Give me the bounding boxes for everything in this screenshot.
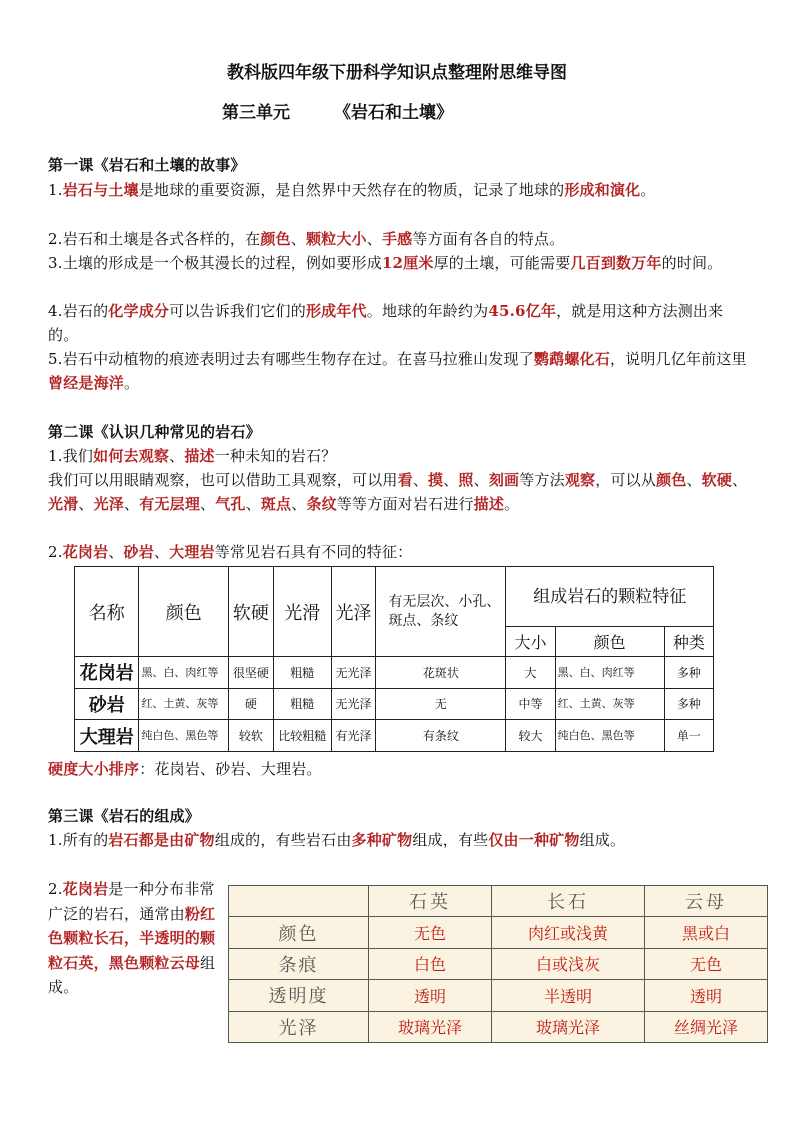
table-cell: 中等 (506, 688, 555, 720)
highlight-term: 描述 (184, 447, 215, 465)
highlight-term: 花岗岩 (62, 543, 109, 561)
highlight-term: 曾经是海洋 (48, 374, 125, 392)
text-segment: 组成，有些 (412, 831, 489, 849)
table-cell: 无色 (369, 917, 492, 948)
lesson1-heading: 第一课《岩石和土壤的故事》 (48, 156, 246, 174)
table-cell: 丝绸光泽 (645, 1011, 768, 1042)
highlight-term: 光泽 (93, 495, 125, 513)
text-segment: 2. (48, 880, 63, 898)
header-name: 名称 (75, 567, 139, 657)
highlight-term: 鹦鹉螺化石 (533, 350, 610, 368)
lesson1-point1 (48, 178, 748, 202)
highlight-term: 软硬 (701, 471, 733, 489)
highlight-term: 12厘米 (381, 254, 434, 272)
table-cell: 花斑状 (376, 657, 506, 689)
highlight-term: 岩石都是由矿物 (108, 831, 215, 849)
lesson2-point1-detail (48, 468, 748, 516)
text-segment: 、 (153, 543, 170, 561)
table-cell: 有条纹 (376, 720, 506, 752)
table-cell: 纯白色、黑色等 (555, 720, 664, 752)
highlight-term: 形成年代 (305, 302, 367, 320)
highlight-term: 斑点 (260, 495, 292, 513)
highlight-term: 颜色 (656, 471, 687, 489)
text-segment: 1.所有的 (48, 831, 109, 849)
table-row (75, 720, 714, 752)
highlight-term: 几百到数万年 (570, 254, 662, 272)
lesson1-point4 (48, 299, 748, 347)
text-segment: 一种未知的岩石？ (214, 447, 337, 465)
highlight-term: 大理岩 (169, 543, 215, 561)
table-row (229, 917, 768, 948)
text-segment: 。 (504, 495, 520, 513)
text-segment: 、 (443, 471, 459, 489)
table-cell: 黑或白 (645, 917, 768, 948)
text-segment: 。 (124, 374, 140, 392)
text-segment: 1.我们 (48, 447, 94, 465)
row-label: 颜色 (229, 917, 369, 948)
text-segment: 3.土壤的形成是一个极其漫长的过程，例如要形成 (48, 254, 382, 272)
highlight-term: 45.6亿年 (488, 302, 557, 320)
highlight-term: 岩石与土壤 (62, 181, 139, 199)
table-row (75, 688, 714, 720)
row-label: 条痕 (229, 948, 369, 979)
rock-name: 大理岩 (75, 720, 139, 752)
header-particles: 组成岩石的颗粒特征 (506, 567, 714, 627)
table-cell: 无色 (645, 948, 768, 979)
highlight-term: 花岗岩 (62, 880, 109, 898)
text-segment: 可以告诉我们它们的 (169, 302, 306, 320)
text-segment: 、 (108, 543, 124, 561)
col-mica: 云母 (645, 886, 768, 917)
rock-name: 砂岩 (75, 688, 139, 720)
lesson2-heading: 第二课《认识几种常见的岩石》 (48, 423, 261, 441)
highlight-term: 气孔 (215, 495, 246, 513)
table-cell: 透明 (645, 980, 768, 1011)
table-cell: 透明 (369, 980, 492, 1011)
header-layers: 有无层次、小孔、斑点、条纹 (376, 567, 506, 657)
table-cell: 有光泽 (331, 720, 376, 752)
text-segment: 、 (732, 471, 748, 489)
text-segment: 、 (473, 471, 489, 489)
text-segment: 2. (48, 543, 63, 561)
table-cell: 红、土黄、灰等 (555, 688, 664, 720)
lesson3-point1 (48, 828, 748, 852)
highlight-term: 仅由一种矿物 (488, 831, 580, 849)
text-segment: 、 (169, 447, 185, 465)
table-cell: 粗糙 (273, 657, 331, 689)
text-segment: 厚的土壤，可能需要 (433, 254, 571, 272)
rock-features-table (74, 566, 714, 752)
row-label: 光泽 (229, 1011, 369, 1042)
text-segment: 。 (640, 181, 656, 199)
text-segment: 组成。 (48, 953, 216, 996)
lesson2-point2 (48, 540, 748, 564)
header-luster: 光泽 (331, 567, 376, 657)
table-corner (229, 886, 369, 917)
unit-name: 《岩石和土壤》 (334, 103, 453, 123)
table-cell: 无光泽 (331, 688, 376, 720)
table-cell: 多种 (664, 657, 713, 689)
table-row (229, 948, 768, 979)
text-segment: 、 (291, 495, 307, 513)
lesson3-point2 (48, 877, 216, 1000)
table-cell: 粗糙 (273, 688, 331, 720)
header-smoothness: 光滑 (273, 567, 331, 657)
lesson1-point3 (48, 251, 748, 275)
lesson1-point2 (48, 227, 748, 251)
highlight-term: 砂岩 (123, 543, 154, 561)
highlight-term: 描述 (473, 495, 505, 513)
unit-number: 第三单元 (222, 103, 290, 123)
header-color: 颜色 (139, 567, 229, 657)
table-cell: 玻璃光泽 (369, 1011, 492, 1042)
text-segment: 等方面有各自的特点。 (412, 230, 565, 248)
text-segment: 等方法 (519, 471, 565, 489)
table-cell: 大 (506, 657, 555, 689)
text-segment: 、 (412, 471, 429, 489)
table-row (75, 657, 714, 689)
text-segment: ，就是用这种方法测出来的。 (48, 302, 724, 344)
highlight-term: 颜色 (260, 230, 291, 248)
highlight-term: 硬度大小排序 (48, 760, 140, 778)
table-cell: 单一 (664, 720, 713, 752)
table-cell: 比较粗糙 (273, 720, 331, 752)
text-segment: 组成的，有些岩石由 (214, 831, 352, 849)
table-cell: 黑、白、肉红等 (139, 657, 229, 689)
highlight-term: 看 (397, 471, 413, 489)
highlight-term: 手感 (381, 230, 413, 248)
text-segment: 4.岩石的 (48, 302, 109, 320)
highlight-term: 粉红色颗粒长石，半透明的颗粒石英，黑色颗粒云母 (48, 904, 216, 972)
text-segment: 等常见岩石具有不同的特征： (214, 543, 413, 561)
highlight-term: 多种矿物 (351, 831, 413, 849)
col-quartz: 石英 (369, 886, 492, 917)
table-cell: 无 (376, 688, 506, 720)
text-segment: 组成。 (579, 831, 626, 849)
text-segment: 5.岩石中动植物的痕迹表明过去有哪些生物存在过。在喜马拉雅山发现了 (48, 350, 534, 368)
header-kinds: 种类 (664, 627, 713, 657)
text-segment: 是一种分布非常广泛的岩石，通常由 (48, 880, 215, 923)
table-cell: 无光泽 (331, 657, 376, 689)
table-row (229, 1011, 768, 1042)
table-cell: 纯白色、黑色等 (139, 720, 229, 752)
table-cell: 多种 (664, 688, 713, 720)
text-segment: ，说明几亿年前这里 (609, 350, 747, 368)
highlight-term: 形成和演化 (564, 181, 641, 199)
text-segment: 是地球的重要资源，是自然界中天然存在的物质，记录了地球的 (138, 181, 565, 199)
col-feldspar: 长石 (491, 886, 644, 917)
table-cell: 硬 (228, 688, 273, 720)
text-segment: 、 (366, 230, 382, 248)
text-segment: 、 (124, 495, 140, 513)
table-cell: 黑、白、肉红等 (555, 657, 664, 689)
highlight-term: 摸 (428, 471, 444, 489)
highlight-term: 化学成分 (108, 302, 170, 320)
text-segment: 、 (686, 471, 702, 489)
highlight-term: 刻画 (488, 471, 520, 489)
header-size: 大小 (506, 627, 555, 657)
table-cell: 白或浅灰 (491, 948, 644, 979)
doc-title: 教科版四年级下册科学知识点整理附思维导图 (227, 63, 567, 83)
rock-name: 花岗岩 (75, 657, 139, 689)
text-segment: ，可以从 (595, 471, 657, 489)
text-segment: 、 (200, 495, 216, 513)
table-cell: 红、土黄、灰等 (139, 688, 229, 720)
highlight-term: 光滑 (48, 495, 79, 513)
text-segment: 、 (290, 230, 306, 248)
header-hardness: 软硬 (228, 567, 273, 657)
text-segment: 、 (78, 495, 94, 513)
highlight-term: 照 (458, 471, 474, 489)
table-cell: 肉红或浅黄 (491, 917, 644, 948)
unit-title (222, 98, 453, 123)
hardness-order (48, 757, 748, 781)
text-segment: 1. (48, 181, 63, 199)
text-segment: ：花岗岩、砂岩、大理岩。 (139, 760, 322, 778)
highlight-term: 条纹 (306, 495, 337, 513)
lesson2-point1 (48, 444, 748, 468)
lesson1-point5 (48, 347, 748, 395)
text-segment: 我们可以用眼睛观察，也可以借助工具观察，可以用 (48, 471, 398, 489)
highlight-term: 如何去观察 (93, 447, 170, 465)
text-segment: 、 (245, 495, 261, 513)
text-segment: 。地球的年龄约为 (366, 302, 489, 320)
row-label: 透明度 (229, 980, 369, 1011)
table-cell: 半透明 (491, 980, 644, 1011)
table-cell: 玻璃光泽 (491, 1011, 644, 1042)
highlight-term: 观察 (564, 471, 596, 489)
table-cell: 很坚硬 (228, 657, 273, 689)
table-cell: 较大 (506, 720, 555, 752)
mineral-table (228, 885, 768, 1043)
lesson3-heading: 第三课《岩石的组成》 (48, 807, 201, 825)
text-segment: 等等方面对岩石进行 (336, 495, 474, 513)
highlight-term: 颗粒大小 (305, 230, 367, 248)
highlight-term: 有无层理 (139, 495, 201, 513)
table-row (229, 980, 768, 1011)
header-particle-color: 颜色 (555, 627, 664, 657)
table-cell: 较软 (228, 720, 273, 752)
text-segment: 2.岩石和土壤是各式各样的，在 (48, 230, 261, 248)
table-cell: 白色 (369, 948, 492, 979)
text-segment: 的时间。 (661, 254, 723, 272)
